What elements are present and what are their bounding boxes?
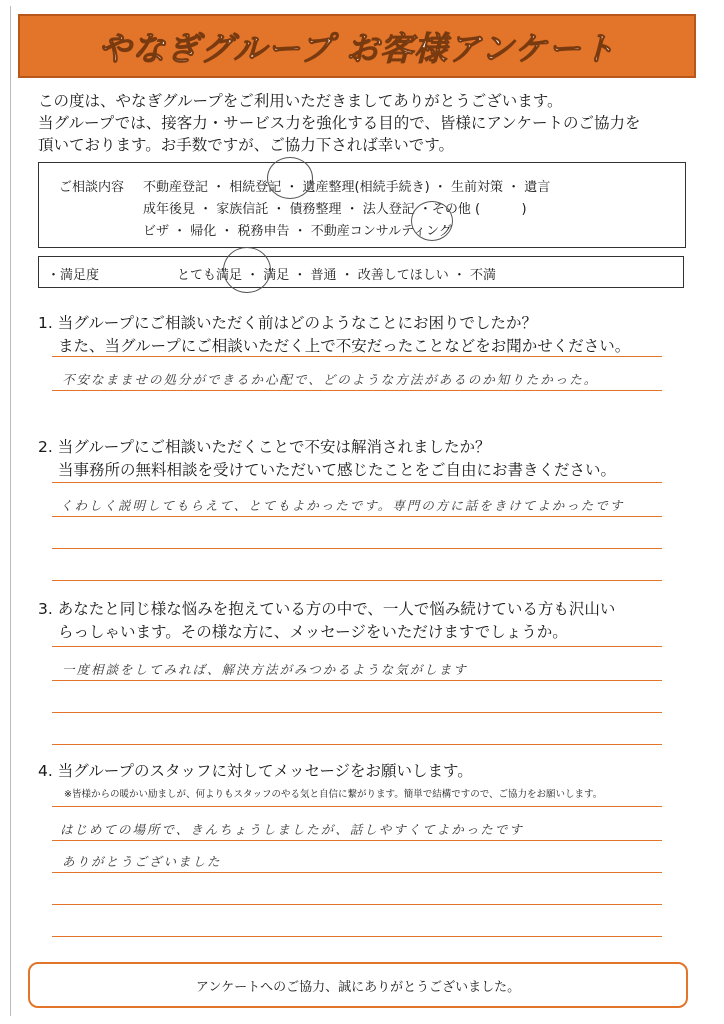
answer-line <box>52 646 662 647</box>
consultation-options-row[interactable]: 成年後見 ・ 家族信託 ・ 債務整理 ・ 法人登記 ・その他 ( ) <box>143 202 527 217</box>
question-text: らっしゃいます。その様な方に、メッセージをいただけますでしょうか。 <box>58 623 568 641</box>
answer-line <box>52 390 662 391</box>
consultation-box <box>38 162 686 248</box>
handwritten-answer: くわしく説明してもらえて、とてもよかったです。専門の方に話をきけてよかったです <box>60 498 625 513</box>
question-text: 1. 当グループにご相談いただく前はどのようなことにお困りでしたか？ <box>38 314 537 332</box>
consultation-options-row[interactable]: ビザ ・ 帰化 ・ 税務申告 ・ 不動産コンサルティング <box>143 224 452 239</box>
handwritten-answer: ありがとうございました <box>62 854 222 869</box>
question-text: 2. 当グループにご相談いただくことで不安は解消されましたか？ <box>38 438 491 456</box>
answer-line <box>52 356 662 357</box>
question-text: また、当グループにご相談いただく上で不安だったことなどをお聞かせください。 <box>58 337 631 355</box>
question-text: 4. 当グループのスタッフに対してメッセージをお願いします。 <box>38 762 473 780</box>
answer-line <box>52 744 662 745</box>
answer-line <box>52 904 662 905</box>
answer-line <box>52 680 662 681</box>
survey-title: やなぎグループ お客様アンケート <box>98 28 616 68</box>
intro-line: 当グループでは、接客力・サービス力を強化する目的で、皆様にアンケートのご協力を <box>38 114 641 132</box>
satisfaction-box <box>38 256 684 288</box>
intro-line: この度は、やなぎグループをご利用いただきましてありがとうございます。 <box>38 92 563 110</box>
answer-line <box>52 482 662 483</box>
survey-header <box>18 14 696 78</box>
handwritten-answer: はじめての場所で、きんちょうしましたが、話しやすくてよかったです <box>60 822 524 837</box>
handwritten-answer: 不安なまませの処分ができるか心配で、どのような方法があるのか知りたかった。 <box>62 372 599 387</box>
handwritten-answer: 一度相談をしてみれば、解決方法がみつかるような気がします <box>62 662 468 677</box>
question-2 <box>38 436 616 482</box>
question-text: 当事務所の無料相談を受けていただいて感じたことをご自由にお書きください。 <box>58 461 617 479</box>
consultation-label: ご相談内容 <box>59 180 125 195</box>
answer-line <box>52 936 662 937</box>
footer-text: アンケートへのご協力、誠にありがとうございました。 <box>195 979 521 995</box>
answer-line <box>52 872 662 873</box>
satisfaction-options[interactable]: とても満足 ・ 満足 ・ 普通 ・ 改善してほしい ・ 不満 <box>177 268 497 283</box>
selection-circle <box>267 157 313 199</box>
satisfaction-label: ・満足度 <box>47 268 100 283</box>
thank-you-footer <box>28 962 688 1008</box>
question-3 <box>38 598 615 644</box>
answer-line <box>52 840 662 841</box>
answer-line <box>52 516 662 517</box>
answer-line <box>52 806 662 807</box>
answer-line <box>52 712 662 713</box>
consultation-options-row[interactable]: 不動産登記 ・ 相続登記 ・ 遺産整理(相続手続き) ・ 生前対策 ・ 遺言 <box>143 180 551 195</box>
question-4 <box>38 760 473 783</box>
question-note: ※皆様からの暖かい励ましが、何よりもスタッフのやる気と自信に繋がります。簡単で結構ですので、ご協力をお願いします。 <box>64 789 603 800</box>
intro-line: 頂いております。お手数ですが、ご協力下されば幸いです。 <box>38 136 455 154</box>
selection-circle <box>411 201 453 241</box>
question-1 <box>38 312 630 358</box>
selection-circle <box>223 247 271 293</box>
answer-line <box>52 580 662 581</box>
intro-text <box>38 90 698 156</box>
question-text: 3. あなたと同じ様な悩みを抱えている方の中で、一人で悩み続けている方も沢山い <box>38 600 616 618</box>
answer-line <box>52 548 662 549</box>
